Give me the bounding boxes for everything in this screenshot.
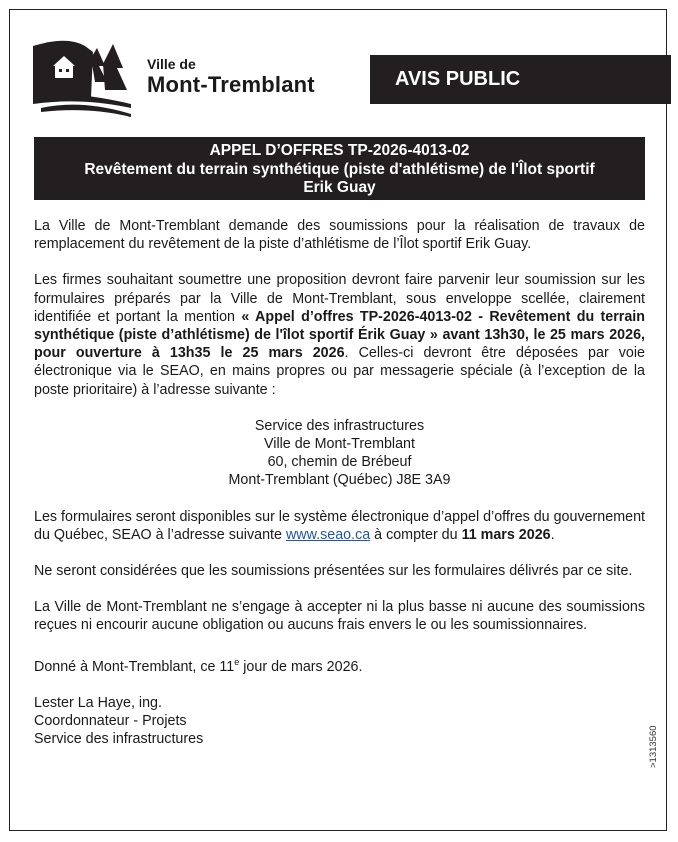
- title-line-2: Revêtement du terrain synthétique (piste d'athlétisme) de l'Îlot sportif: [84, 160, 595, 178]
- signature-line: Coordonnateur - Projets: [34, 712, 187, 729]
- paragraph-submission: Les firmes souhaitant soumettre une proposition devront faire parvenir leur soumission sur les formulaires préparés par la Ville de Mont-Tremblant, sous enveloppe scellée, clairement identifiée et portant la mention « Appel d’offres TP-2026-4013-02 - Revêtement du terrain synthétique (piste d’athlétisme) de l'îlot sportif Érik Guay » avant 13h30, le 25 mars 2026, pour ouverture à 13h35 le 25 mars 2026. Celles-ci devront être déposées par voie électronique via le SEAO, en mains propres ou par messagerie spéciale (à l’exception de la poste prioritaire) à l’adresse suivante :: [34, 272, 646, 398]
- logo-name-text: Mont-Tremblant: [147, 72, 315, 97]
- mountain-logo-icon: [33, 38, 133, 118]
- logo-ville-text: Ville de: [147, 56, 196, 72]
- title-line-1: APPEL D’OFFRES TP-2026-4013-02: [209, 142, 470, 159]
- avis-public-badge: AVIS PUBLIC: [370, 55, 671, 104]
- paragraph-forms: Les formulaires seront disponibles sur le système électronique d’appel d’offres du gouvernement du Québec, SEAO à l’adresse suivante www.seao.ca à compter du 11 mars 2026.: [34, 508, 645, 543]
- paragraph-consideration: Ne seront considérées que les soumissions présentées sur les formulaires délivrés par ce site.: [34, 563, 633, 580]
- signature-line: Service des infrastructures: [34, 731, 204, 748]
- paragraph-date: Donné à Mont-Tremblant, ce 11e jour de mars 2026.: [34, 656, 363, 675]
- address-line: Mont-Tremblant (Québec) J8E 3A9: [228, 472, 451, 489]
- address-block: [34, 417, 645, 490]
- title-banner: [34, 137, 645, 200]
- seao-link[interactable]: www.seao.ca: [285, 526, 371, 543]
- signature-block: [34, 694, 645, 749]
- notice-body: [34, 217, 645, 748]
- address-line: 60, chemin de Brébeuf: [267, 454, 412, 471]
- paragraph-intro: La Ville de Mont-Tremblant demande des soumissions pour la réalisation de travaux de remplacement du revêtement de la piste d’athlétisme de l’Îlot sportif Erik Guay.: [34, 218, 645, 253]
- signature-line: Lester La Haye, ing.: [34, 694, 162, 711]
- address-line: Ville de Mont-Tremblant: [264, 436, 415, 453]
- reference-code: >1313560: [648, 725, 659, 768]
- address-line: Service des infrastructures: [254, 417, 425, 434]
- paragraph-disclaimer: La Ville de Mont-Tremblant ne s’engage à accepter ni la plus basse ni aucune des soumissions reçues ni encourir aucune obligation ou aucuns frais envers le ou les soumissionnaires.: [34, 599, 645, 634]
- title-line-3: Erik Guay: [303, 179, 376, 196]
- submission-mention: « Appel d’offres TP-2026-4013-02 - Revêtement du terrain synthétique (piste d’athlétisme) de l'îlot sportif Érik Guay » avant 13h30, le 25 mars 2026, pour ouverture à 13h35 le 25 mars 2026: [34, 308, 646, 362]
